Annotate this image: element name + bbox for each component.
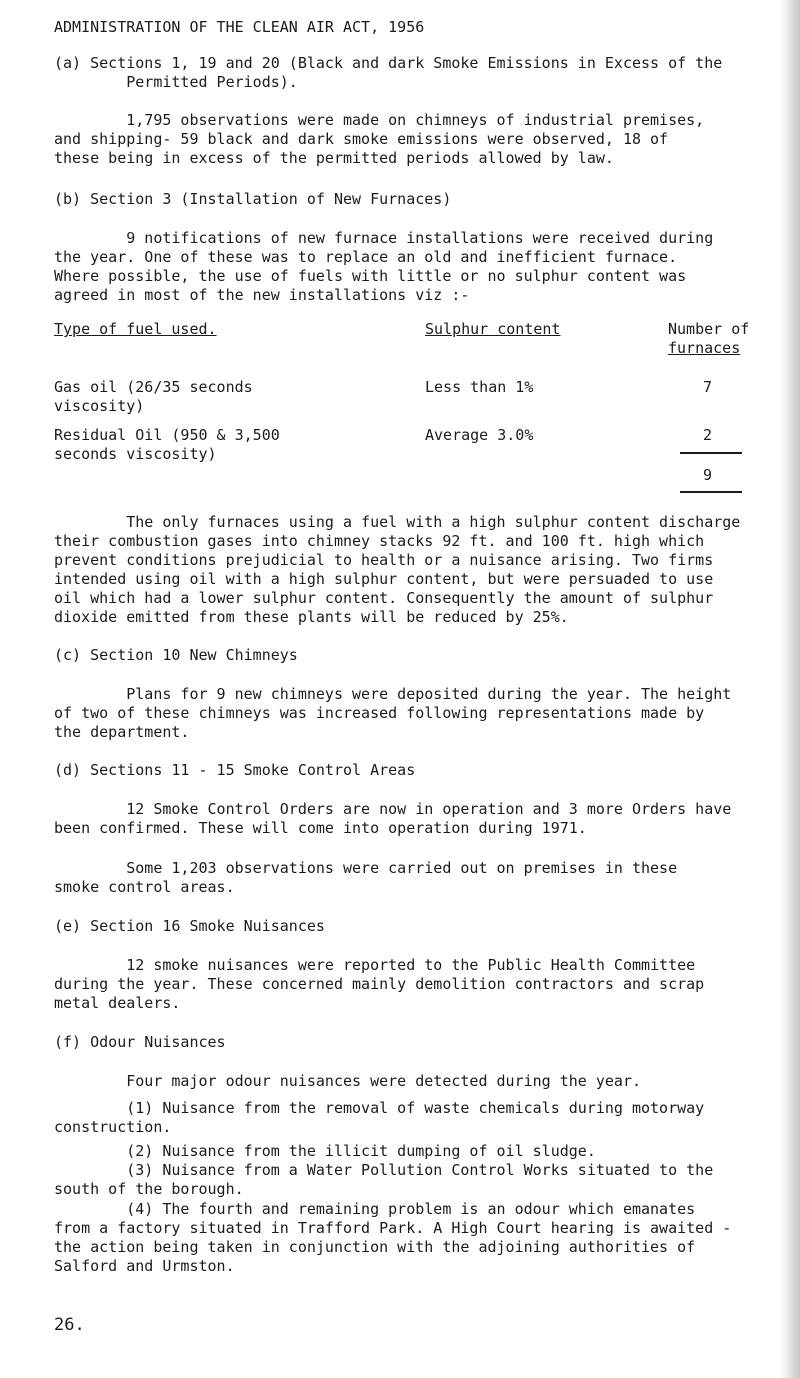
- table-row1-fuel-line1: Gas oil (26/35 seconds: [54, 378, 253, 396]
- table-row2-fuel-line1: Residual Oil (950 & 3,500: [54, 426, 280, 444]
- table-total-rule: [680, 491, 742, 493]
- table-row1-number: 7: [703, 378, 713, 396]
- section-b-after-line5: oil which had a lower sulphur content. Consequently the amount of sulphur: [54, 589, 714, 607]
- section-f-body-line10: Salford and Urmston.: [54, 1257, 235, 1275]
- section-d-body-line1: 12 Smoke Control Orders are now in operation and 3 more Orders have: [54, 800, 732, 818]
- section-a-title-line2: Permitted Periods).: [54, 73, 298, 91]
- section-c-body-line2: of two of these chimneys was increased following representations made by: [54, 704, 705, 722]
- table-header-fuel: Type of fuel used.: [54, 320, 217, 338]
- section-e-body-line3: metal dealers.: [54, 994, 181, 1012]
- section-e-body-line1: 12 smoke nuisances were reported to the Public Health Committee: [54, 956, 696, 974]
- section-d-title: (d) Sections 11 - 15 Smoke Control Areas: [54, 761, 416, 779]
- section-f-title: (f) Odour Nuisances: [54, 1033, 226, 1051]
- section-b-title: (b) Section 3 (Installation of New Furnaces): [54, 190, 452, 208]
- table-subtotal-rule: [680, 452, 742, 454]
- page-heading: ADMINISTRATION OF THE CLEAN AIR ACT, 1956: [54, 18, 425, 36]
- section-f-body-line8: from a factory situated in Trafford Park. A High Court hearing is awaited -: [54, 1219, 732, 1237]
- section-b-body-line3: Where possible, the use of fuels with little or no sulphur content was: [54, 267, 687, 285]
- section-f-body-line5: (3) Nuisance from a Water Pollution Control Works situated to the: [54, 1161, 714, 1179]
- section-d-body-line2: been confirmed. These will come into operation during 1971.: [54, 819, 587, 837]
- section-c-body-line1: Plans for 9 new chimneys were deposited during the year. The height: [54, 685, 732, 703]
- section-d-body2-line1: Some 1,203 observations were carried out on premises in these: [54, 859, 678, 877]
- table-row2-sulphur: Average 3.0%: [425, 426, 534, 444]
- table-row2-fuel-line2: seconds viscosity): [54, 445, 217, 463]
- section-c-body-line3: the department.: [54, 723, 190, 741]
- section-c-title: (c) Section 10 New Chimneys: [54, 646, 298, 664]
- table-header-sulphur: Sulphur content: [425, 320, 561, 338]
- section-b-after-line2: their combustion gases into chimney stacks 92 ft. and 100 ft. high which: [54, 532, 705, 550]
- section-f-body-line4: (2) Nuisance from the illicit dumping of oil sludge.: [54, 1142, 596, 1160]
- scan-edge-shadow: [778, 0, 800, 1378]
- section-f-body-line7: (4) The fourth and remaining problem is an odour which emanates: [54, 1200, 696, 1218]
- page-number: 26.: [54, 1315, 85, 1335]
- section-e-title: (e) Section 16 Smoke Nuisances: [54, 917, 325, 935]
- section-e-body-line2: during the year. These concerned mainly demolition contractors and scrap: [54, 975, 705, 993]
- section-f-body-line1: Four major odour nuisances were detected during the year.: [54, 1072, 641, 1090]
- table-row2-number: 2: [703, 426, 713, 444]
- section-f-body-line6: south of the borough.: [54, 1180, 244, 1198]
- section-b-body-line2: the year. One of these was to replace an old and inefficient furnace.: [54, 248, 678, 266]
- table-row1-fuel-line2: viscosity): [54, 397, 145, 415]
- section-a-body-line1: 1,795 observations were made on chimneys of industrial premises,: [54, 111, 705, 129]
- section-a-body-line2: and shipping- 59 black and dark smoke emissions were observed, 18 of: [54, 130, 669, 148]
- section-b-body-line4: agreed in most of the new installations viz :-: [54, 286, 470, 304]
- table-row1-sulphur: Less than 1%: [425, 378, 534, 396]
- section-d-body2-line2: smoke control areas.: [54, 878, 235, 896]
- section-b-after-line1: The only furnaces using a fuel with a high sulphur content discharge: [54, 513, 741, 531]
- section-b-body-line1: 9 notifications of new furnace installations were received during: [54, 229, 714, 247]
- section-f-body-line3: construction.: [54, 1118, 172, 1136]
- section-b-after-line3: prevent conditions prejudicial to health or a nuisance arising. Two firms: [54, 551, 714, 569]
- section-b-after-line6: dioxide emitted from these plants will be reduced by 25%.: [54, 608, 569, 626]
- table-header-number: Number of: [668, 320, 750, 338]
- section-a-title-line1: (a) Sections 1, 19 and 20 (Black and dark Smoke Emissions in Excess of the: [54, 54, 723, 72]
- table-header-furnaces: furnaces: [668, 339, 741, 357]
- section-f-body-line9: the action being taken in conjunction with the adjoining authorities of: [54, 1238, 696, 1256]
- section-f-body-line2: (1) Nuisance from the removal of waste chemicals during motorway: [54, 1099, 705, 1117]
- table-total: 9: [703, 466, 713, 484]
- section-b-after-line4: intended using oil with a high sulphur content, but were persuaded to use: [54, 570, 714, 588]
- section-a-body-line3: these being in excess of the permitted periods allowed by law.: [54, 149, 614, 167]
